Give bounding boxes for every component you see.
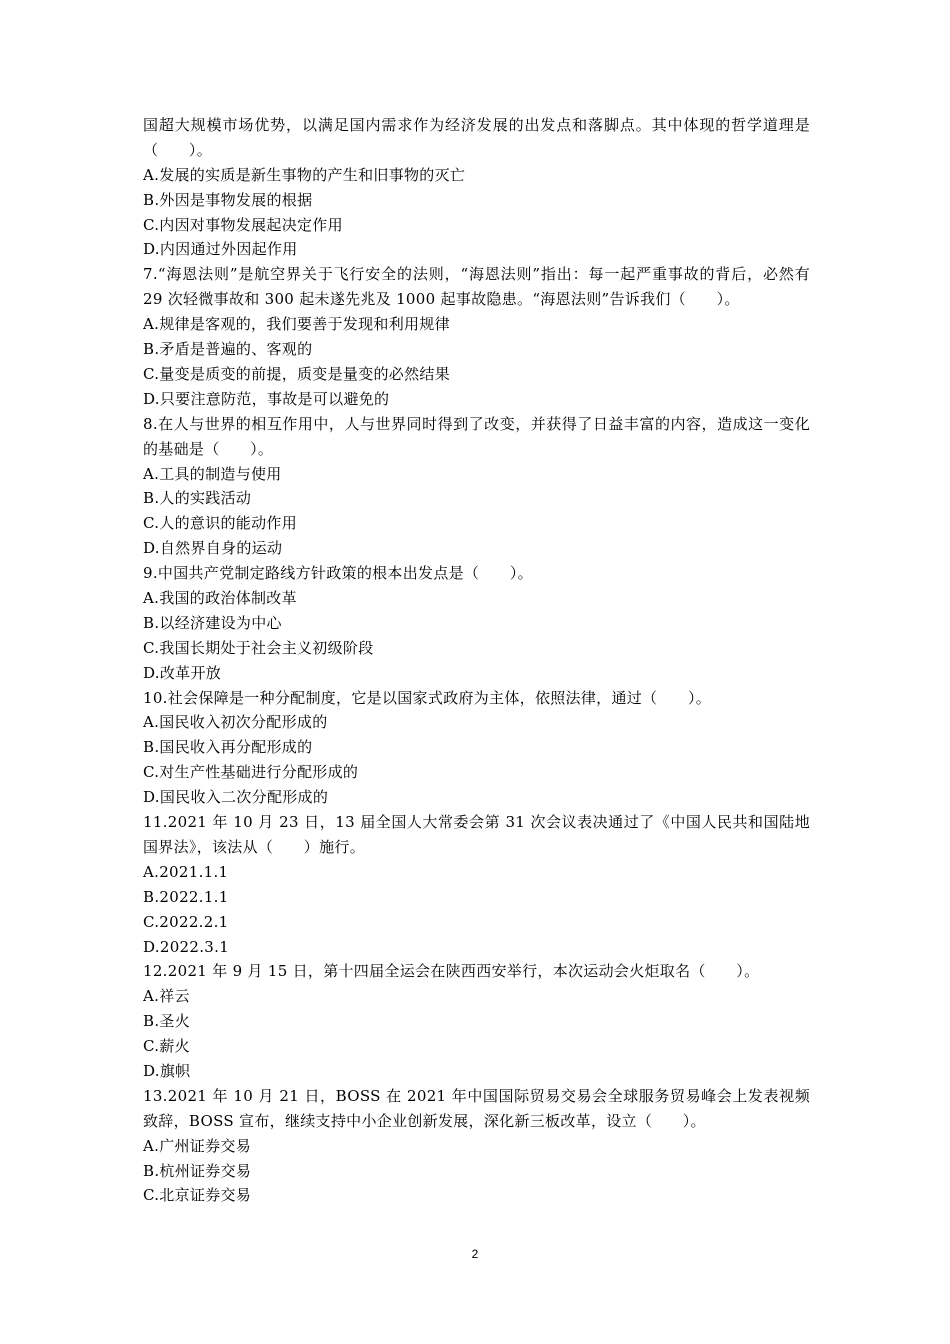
- question-11-option-c: C.2022.2.1: [143, 912, 229, 931]
- question-12-option-b: B.圣火: [143, 1012, 190, 1031]
- question-7-option-b: B.矛盾是普遍的、客观的: [143, 340, 313, 359]
- question-10-stem: 10.社会保障是一种分配制度，它是以国家式政府为主体，依照法律，通过（ ）。: [143, 688, 712, 707]
- question-8-option-b: B.人的实践活动: [143, 489, 252, 508]
- question-7-option-a: A.规律是客观的，我们要善于发现和利用规律: [143, 315, 450, 334]
- question-13-option-a: A.广州证券交易: [143, 1136, 252, 1155]
- question-10-option-a: A.国民收入初次分配形成的: [143, 713, 328, 732]
- question-11-option-d: D.2022.3.1: [143, 937, 230, 956]
- question-6-option-b: B.外因是事物发展的根据: [143, 190, 313, 209]
- question-13-option-b: B.杭州证券交易: [143, 1161, 252, 1180]
- question-6-option-a: A.发展的实质是新生事物的产生和旧事物的灭亡: [143, 165, 466, 184]
- page-number: 2: [471, 1247, 479, 1261]
- exam-content: [143, 113, 810, 1208]
- question-11-option-a: A.2021.1.1: [143, 862, 229, 881]
- question-12-stem: 12.2021 年 9 月 15 日，第十四届全运会在陕西西安举行，本次运动会火炬取名（ ）。: [143, 962, 760, 981]
- question-7-option-c: C.量变是质变的前提，质变是量变的必然结果: [143, 364, 451, 383]
- question-7-option-d: D.只要注意防范，事故是可以避免的: [143, 389, 390, 408]
- question-6-stem-continuation: 国超大规模市场优势，以满足国内需求作为经济发展的出发点和落脚点。其中体现的哲学道理是（ ）。: [143, 116, 810, 159]
- question-9-option-d: D.改革开放: [143, 663, 222, 682]
- question-12-option-d: D.旗帜: [143, 1061, 191, 1080]
- question-10-option-d: D.国民收入二次分配形成的: [143, 788, 329, 807]
- question-9-option-a: A.我国的政治体制改革: [143, 589, 297, 608]
- question-9-option-b: B.以经济建设为中心: [143, 613, 282, 632]
- question-11-stem: 11.2021 年 10 月 23 日，13 届全国人大常委会第 31 次会议表决通过了《中国人民共和国陆地国界法》，该法从（ ）施行。: [143, 813, 810, 856]
- question-11-option-b: B.2022.1.1: [143, 887, 229, 906]
- question-6-option-c: C.内因对事物发展起决定作用: [143, 215, 343, 234]
- question-10-option-b: B.国民收入再分配形成的: [143, 738, 313, 757]
- question-12-option-a: A.祥云: [143, 987, 190, 1006]
- question-9-stem: 9.中国共产党制定路线方针政策的根本出发点是（ ）。: [143, 564, 533, 583]
- question-10-option-c: C.对生产性基础进行分配形成的: [143, 763, 359, 782]
- question-8-option-a: A.工具的制造与使用: [143, 464, 282, 483]
- question-8-option-c: C.人的意识的能动作用: [143, 514, 298, 533]
- question-8-stem: 8.在人与世界的相互作用中，人与世界同时得到了改变，并获得了日益丰富的内容，造成这一变化的基础是（ ）。: [143, 414, 810, 458]
- question-7-stem: 7.“海恩法则”是航空界关于飞行安全的法则，“海恩法则”指出：每一起严重事故的背后，必然有 29 次轻微事故和 300 起未遂先兆及 1000 起事故隐患。“海恩法则”告诉我们（ ）。: [143, 265, 810, 309]
- question-12-option-c: C.薪火: [143, 1037, 190, 1056]
- question-8-option-d: D.自然界自身的运动: [143, 539, 283, 558]
- question-6-option-d: D.内因通过外因起作用: [143, 240, 298, 259]
- question-13-option-c: C.北京证券交易: [143, 1186, 252, 1205]
- question-9-option-c: C.我国长期处于社会主义初级阶段: [143, 638, 374, 657]
- question-13-stem: 13.2021 年 10 月 21 日，BOSS 在 2021 年中国国际贸易交易会全球服务贸易峰会上发表视频致辞，BOSS 宣布，继续支持中小企业创新发展，深化新三板改革，设立（ ）。: [143, 1086, 810, 1130]
